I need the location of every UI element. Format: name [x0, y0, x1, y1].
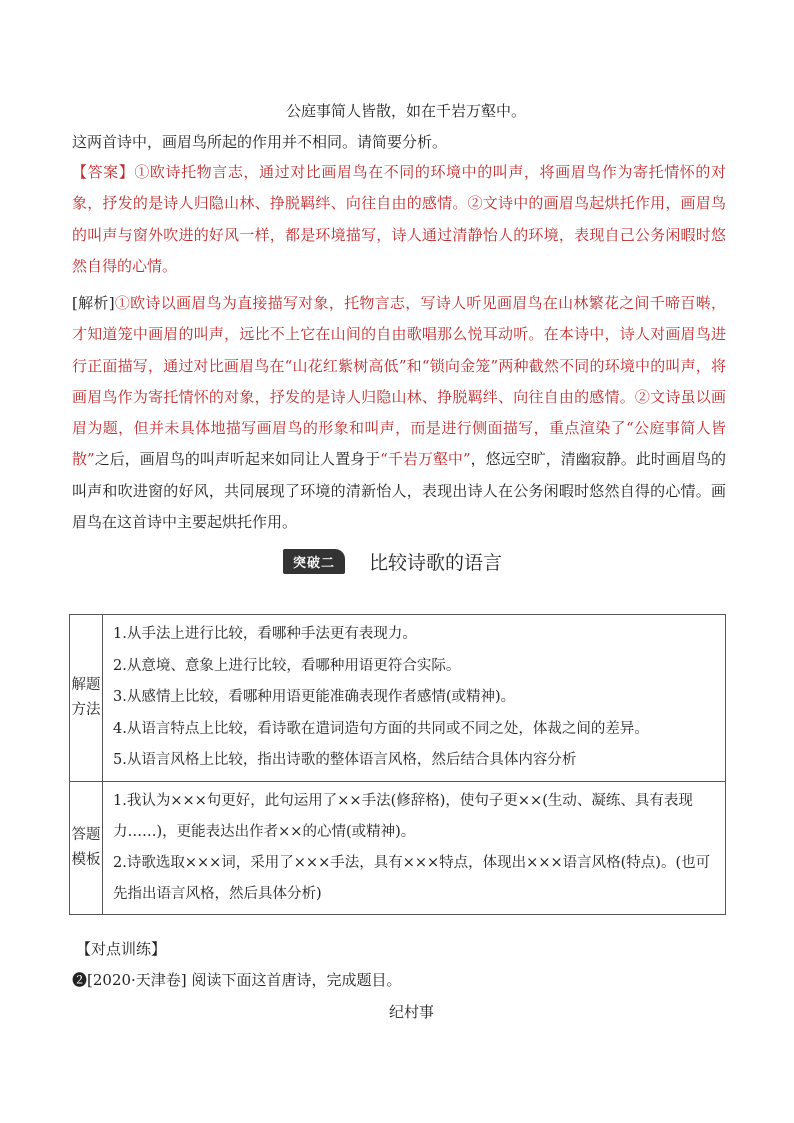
question-text: 这两首诗中，画眉鸟所起的作用并不相同。请简要分析。 — [72, 133, 448, 151]
poem-line: 公庭事简人皆散，如在千岩万壑中。 — [286, 102, 527, 120]
method-label-1: 解题 — [71, 676, 101, 693]
method-item: 1.从手法上进行比较，看哪种手法更有表现力。 — [113, 626, 417, 642]
method-label-cell — [70, 615, 103, 782]
answer-paragraph — [72, 157, 726, 282]
method-table — [69, 614, 726, 915]
analysis-text-3: ，悠远空旷，清幽寂静。此时画眉鸟的叫声和吹进窗的好风，共同展现了环境的清新怡人，表现出诗人在公务闲暇时悠然自得的心情。画眉鸟在这首诗中主要起烘托作用。 — [72, 450, 726, 532]
practice-title: 【对点训练】 — [76, 940, 167, 958]
section-title: 比较诗歌的语言 — [369, 551, 503, 574]
template-item: 2.诗歌选取×××词，采用了×××手法，具有×××特点，体现出×××语言风格(特点)。(也可先指出语言风格，然后具体分析) — [113, 854, 711, 902]
exercise-number: ❷ — [72, 971, 88, 989]
analysis-quote-1: “公庭事简人皆散” — [72, 419, 726, 469]
exercise-prompt: 阅读下面这首唐诗，完成题目。 — [191, 971, 402, 989]
poem-title: 纪村事 — [389, 1003, 435, 1021]
template-item: 1.我认为×××句更好，此句运用了××手法(修辞格)，使句子更××(生动、凝练、具有表现力……)，更能表达出作者××的心情(或精神)。 — [113, 792, 693, 840]
exercise-source: [2020·天津卷] — [87, 971, 187, 989]
analysis-text-2: 之后，画眉鸟的叫声听起来如同让人置身于 — [94, 450, 381, 469]
answer-label: 【答案】 — [72, 163, 135, 181]
template-label-1: 答题 — [71, 826, 101, 843]
method-item: 2.从意境、意象上进行比较，看哪种用语更符合实际。 — [113, 657, 461, 674]
section-badge: 突破二 — [283, 549, 345, 574]
template-label-cell — [70, 781, 103, 914]
template-content-cell — [103, 781, 726, 914]
analysis-label: [解析] — [72, 294, 115, 312]
method-label-2: 方法 — [71, 701, 101, 718]
answer-text: ①欧诗托物言志，通过对比画眉鸟在不同的环境中的叫声，将画眉鸟作为寄托情怀的对象，抒发的是诗人归隐山林、挣脱羁绊、向往自由的感情。②文诗中的画眉鸟起烘托作用，画眉鸟的叫声与窗外吹进的好风一样，都是环境描写，诗人通过清静怡人的环境，表现自己公务闲暇时悠然自得的心情。 — [72, 163, 726, 275]
method-row — [70, 615, 726, 782]
section-heading — [283, 547, 502, 575]
analysis-paragraph — [72, 288, 726, 538]
exercise-line — [72, 970, 401, 990]
method-item: 4.从语言特点上比较，看诗歌在遣词造句方面的共同或不同之处，体裁之间的差异。 — [113, 720, 649, 737]
method-item: 3.从感情上比较，看哪种用语更能准确表现作者感情(或精神)。 — [113, 689, 516, 705]
method-item: 5.从语言风格上比较，指出诗歌的整体语言风格，然后结合具体内容分析 — [113, 752, 577, 768]
method-content-cell — [103, 615, 726, 782]
analysis-quote-2: “千岩万壑中” — [380, 450, 471, 469]
template-row — [70, 781, 726, 914]
template-label-2: 模板 — [71, 851, 101, 868]
analysis-text-1: ①欧诗以画眉鸟为直接描写对象，托物言志，写诗人听见画眉鸟在山林繁花之间千啼百啭，才知道笼中画眉的叫声，远比不上它在山间的自由歌唱那么悦耳动听。在本诗中，诗人对画眉鸟进行正面描写，通过对比画眉鸟在“山花红紫树高低”和“锁向金笼”两种截然不同的环境中的叫声，将画眉鸟作为寄托情怀的对象，抒发的是诗人归隐山林、挣脱羁绊、向往自由的感情。②文诗虽以画眉为题，但并未具体地描写画眉鸟的形象和叫声，而是进行侧面描写，重点渲染了 — [72, 294, 726, 438]
